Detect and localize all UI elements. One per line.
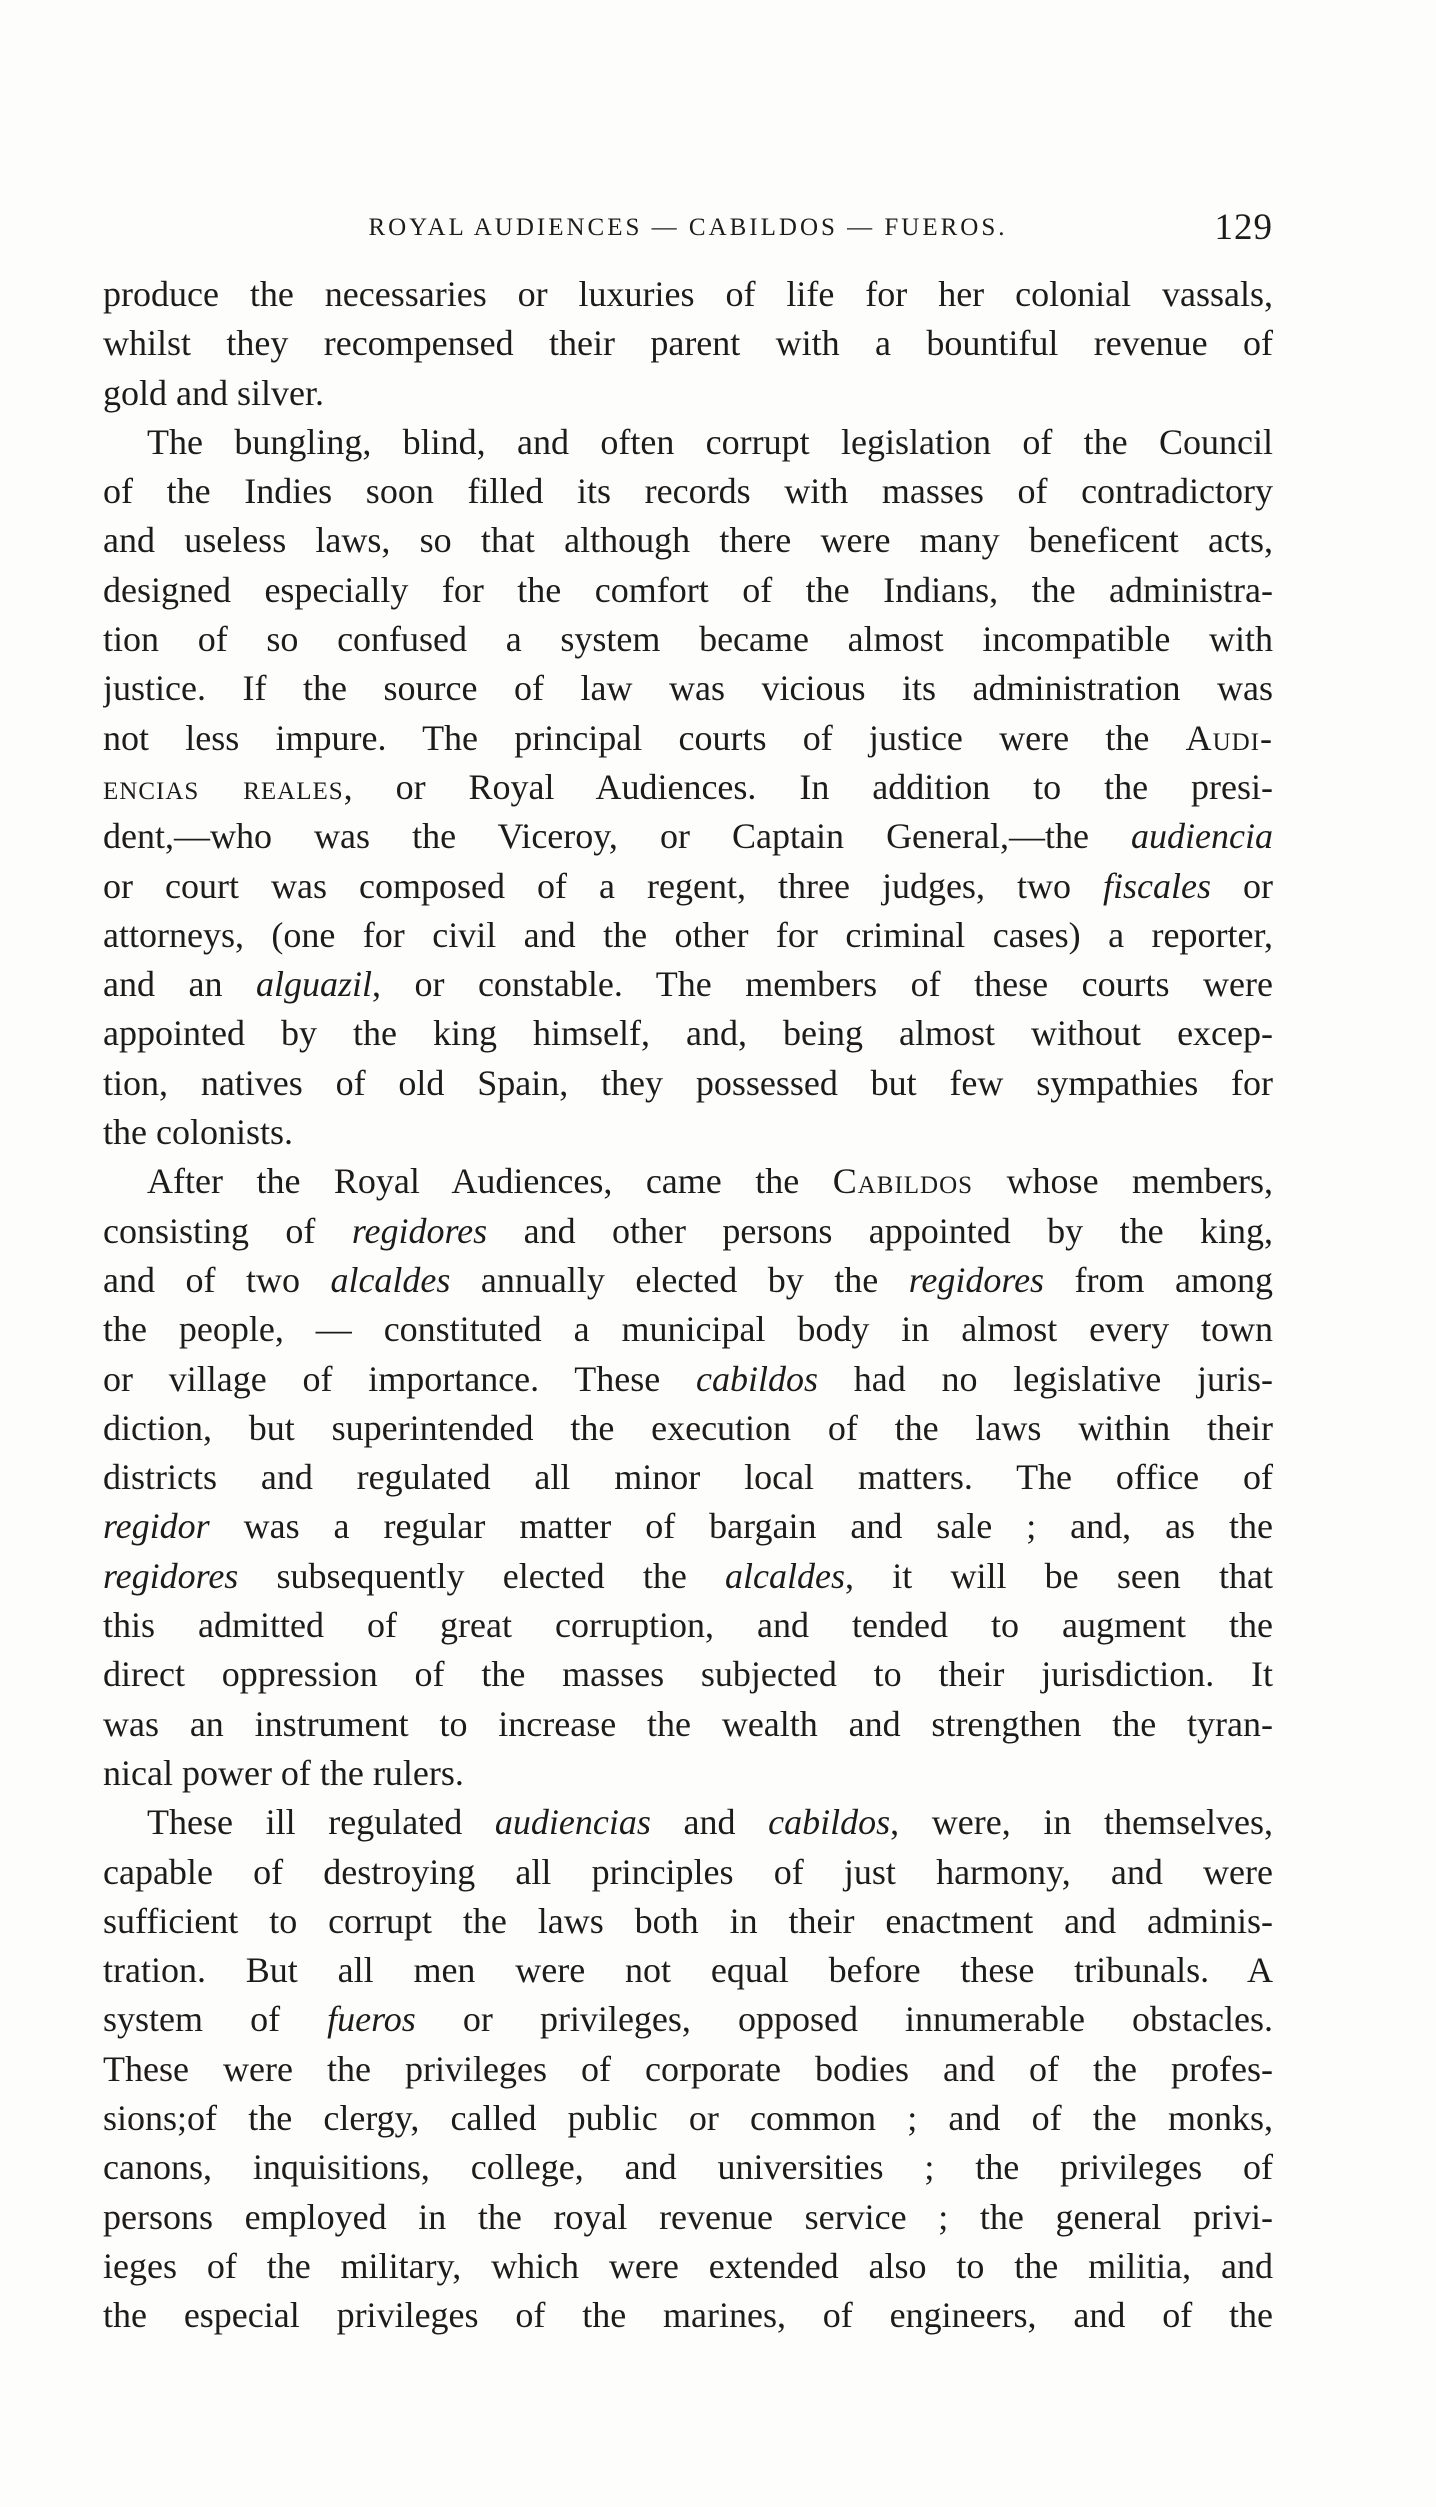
text-run: capable of destroying all principles of just harmony, and were	[103, 1851, 1273, 1892]
text-line	[103, 2045, 1273, 2094]
text-run: not less impure. The principal courts of justice were the	[103, 717, 1186, 758]
text-run: gold and silver.	[103, 372, 324, 413]
text-line	[103, 615, 1273, 664]
text-line	[103, 2143, 1273, 2192]
running-title: ROYAL AUDIENCES — CABILDOS — FUEROS.	[368, 214, 1008, 241]
text-line	[103, 1502, 1273, 1551]
italic-term: audiencia	[1131, 816, 1273, 857]
text-run: whilst they recompensed their parent with a bountiful revenue of	[103, 323, 1273, 364]
text-line	[103, 1946, 1273, 1995]
text-run: the colonists.	[103, 1112, 293, 1153]
italic-term: regidores	[908, 1259, 1045, 1300]
text-run: After the Royal Audiences, came the	[147, 1161, 833, 1202]
text-run: sions;of the clergy, called public or common ; and of the monks,	[103, 2097, 1273, 2138]
text-line	[103, 1009, 1273, 1058]
text-line	[103, 714, 1273, 763]
text-line	[103, 1108, 1273, 1157]
text-run: consisting of	[103, 1210, 352, 1251]
text-line	[103, 1749, 1273, 1798]
text-run: annually elected by the	[450, 1259, 909, 1300]
text-line	[103, 1305, 1273, 1354]
text-run: These ill regulated	[147, 1802, 495, 1843]
text-run: diction, but superintended the execution of the laws within their	[103, 1407, 1273, 1448]
text-run: or	[1210, 865, 1273, 906]
text-line	[103, 319, 1273, 368]
text-run: of the Indies soon filled its records with masses of contradictory	[103, 471, 1273, 512]
text-line	[103, 1700, 1273, 1749]
text-line	[103, 1650, 1273, 1699]
text-line	[103, 467, 1273, 516]
text-line	[103, 763, 1273, 812]
italic-term: audiencias	[494, 1802, 651, 1843]
text-run: tion of so confused a system became almost incompatible with	[103, 619, 1273, 660]
text-run: , or Royal Audiences. In addition to the presi-	[343, 766, 1273, 807]
italic-term: fueros	[327, 1999, 416, 2040]
text-line	[103, 664, 1273, 713]
small-caps-term: Audi-	[1185, 717, 1273, 758]
text-line	[103, 1897, 1273, 1946]
text-run: system of	[103, 1999, 328, 2040]
body-text	[103, 270, 1273, 2340]
text-run: appointed by the king himself, and, being almost without excep-	[103, 1013, 1273, 1054]
text-line	[103, 2193, 1273, 2242]
text-run: and an	[103, 964, 256, 1005]
text-run: dent,—who was the Viceroy, or Captain General,—the	[103, 816, 1132, 857]
text-line	[103, 1848, 1273, 1897]
text-line	[103, 2094, 1273, 2143]
text-line	[103, 1157, 1273, 1206]
italic-term: alguazil	[255, 964, 372, 1005]
text-run: nical power of the rulers.	[103, 1752, 464, 1793]
text-run: and useless laws, so that although there were many beneficent acts,	[103, 520, 1273, 561]
text-run: had no legislative juris-	[818, 1358, 1273, 1399]
text-line	[103, 1601, 1273, 1650]
text-run: and other persons appointed by the king,	[487, 1210, 1273, 1251]
text-line	[103, 1798, 1273, 1847]
text-line	[103, 1059, 1273, 1108]
text-run: the people, — constituted a municipal body in almost every town	[103, 1309, 1273, 1350]
text-run: sufficient to corrupt the laws both in their enactment and adminis-	[103, 1900, 1273, 1941]
text-run: , were, in themselves,	[890, 1802, 1273, 1843]
text-run: districts and regulated all minor local matters. The office of	[103, 1457, 1273, 1498]
text-run: canons, inquisitions, college, and universities ; the privileges of	[103, 2147, 1273, 2188]
text-line	[103, 911, 1273, 960]
text-run: attorneys, (one for civil and the other for criminal cases) a reporter,	[103, 914, 1273, 955]
italic-term: regidores	[103, 1555, 239, 1596]
italic-term: regidor	[103, 1506, 210, 1547]
text-run: tion, natives of old Spain, they possessed but few sympathies for	[103, 1062, 1273, 1103]
text-line	[103, 960, 1273, 1009]
text-run: was a regular matter of bargain and sale ; and, as the	[209, 1506, 1273, 1547]
text-run: from among	[1044, 1259, 1273, 1300]
text-line	[103, 270, 1273, 319]
text-run: justice. If the source of law was vicious its administration was	[103, 668, 1273, 709]
text-line	[103, 369, 1273, 418]
text-run: or village of importance. These	[103, 1358, 696, 1399]
text-run: ieges of the military, which were extended also to the militia, and	[103, 2245, 1273, 2286]
italic-term: cabildos	[696, 1358, 818, 1399]
text-run: designed especially for the comfort of the Indians, the administra-	[103, 569, 1273, 610]
italic-term: regidores	[351, 1210, 488, 1251]
italic-term: alcaldes	[330, 1259, 451, 1300]
text-run: or privileges, opposed innumerable obstacles.	[415, 1999, 1273, 2040]
running-head	[103, 206, 1273, 256]
text-line	[103, 1453, 1273, 1502]
text-line	[103, 1256, 1273, 1305]
text-run: tration. But all men were not equal before these tribunals. A	[103, 1950, 1273, 1991]
text-line	[103, 2291, 1273, 2340]
page-number: 129	[1214, 207, 1273, 248]
text-line	[103, 566, 1273, 615]
text-run: or court was composed of a regent, three judges, two	[103, 865, 1103, 906]
text-run: The bungling, blind, and often corrupt legislation of the Council	[147, 421, 1273, 462]
text-run: subsequently elected the	[238, 1555, 726, 1596]
text-run: this admitted of great corruption, and tended to augment the	[103, 1605, 1273, 1646]
text-run: and	[650, 1802, 769, 1843]
text-run: whose members,	[973, 1161, 1273, 1202]
small-caps-term: Cabildos	[832, 1161, 974, 1202]
italic-term: cabildos	[768, 1802, 891, 1843]
text-run: was an instrument to increase the wealth and strengthen the tyran-	[103, 1703, 1273, 1744]
text-line	[103, 812, 1273, 861]
text-line	[103, 862, 1273, 911]
text-run: the especial privileges of the marines, of engineers, and of the	[103, 2295, 1273, 2336]
text-line	[103, 1207, 1273, 1256]
text-run: persons employed in the royal revenue service ; the general privi-	[103, 2196, 1273, 2237]
text-run: and of two	[103, 1259, 331, 1300]
text-line	[103, 2242, 1273, 2291]
text-line	[103, 418, 1273, 467]
small-caps-term: encias reales	[103, 766, 344, 807]
text-line	[103, 1355, 1273, 1404]
text-run: , it will be seen that	[845, 1555, 1273, 1596]
text-line	[103, 516, 1273, 565]
text-run: direct oppression of the masses subjected to their jurisdiction. It	[103, 1654, 1273, 1695]
text-line	[103, 1404, 1273, 1453]
italic-term: fiscales	[1103, 865, 1211, 906]
text-line	[103, 1995, 1273, 2044]
italic-term: alcaldes	[725, 1555, 846, 1596]
text-run: These were the privileges of corporate bodies and of the profes-	[103, 2048, 1273, 2089]
text-run: produce the necessaries or luxuries of life for her colonial vassals,	[103, 274, 1273, 314]
text-line	[103, 1552, 1273, 1601]
text-run: , or constable. The members of these courts were	[371, 964, 1273, 1005]
